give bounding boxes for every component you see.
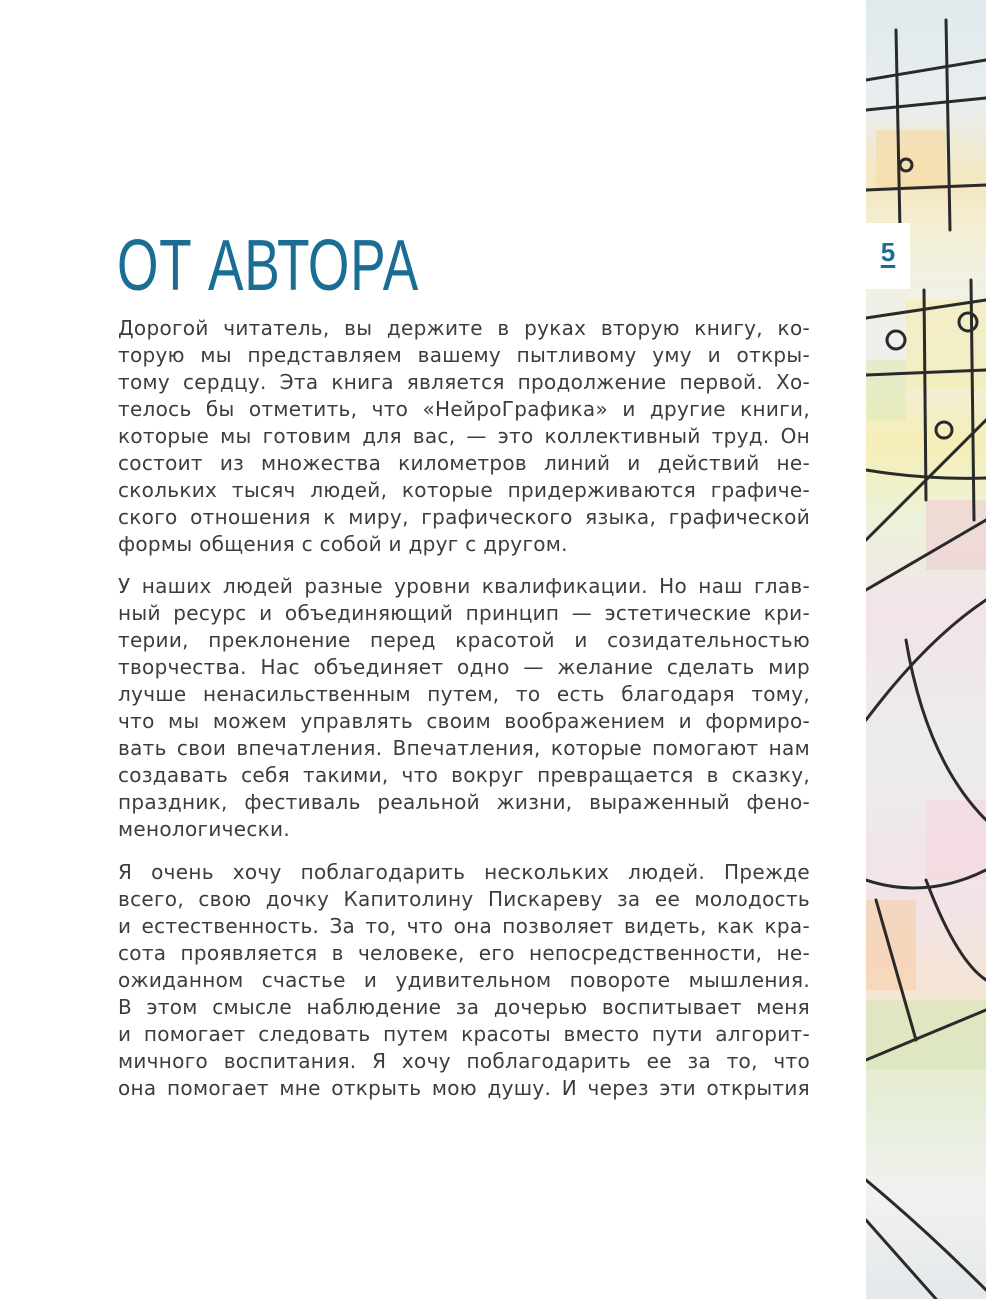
- text-line: терии, преклонение перед красотой и созидательностью: [118, 628, 810, 652]
- text-line: ный ресурс и объединяющий принцип — эстетические кри-: [118, 601, 810, 625]
- text-line: скольких тысяч людей, которые придерживаются графиче-: [118, 478, 810, 502]
- text-line: менологически.: [118, 817, 290, 841]
- text-line: Я очень хочу поблагодарить нескольких людей. Прежде: [118, 860, 810, 884]
- text-line: телось бы отметить, что «НейроГрафика» и другие книги,: [118, 397, 810, 421]
- paragraph-2: [118, 573, 810, 843]
- page-title: ОТ АВТОРА: [117, 226, 420, 306]
- text-line: создавать себя такими, что вокруг превращается в сказку,: [118, 763, 810, 787]
- text-line: тому сердцу. Эта книга является продолжение первой. Хо-: [118, 370, 810, 394]
- text-line: всего, свою дочку Капитолину Пискареву за ее молодость: [118, 887, 810, 911]
- text-line: торую мы представляем вашему пытливому уму и откры-: [118, 343, 810, 367]
- paragraph-3: [118, 859, 810, 1102]
- text-line: лучше ненасильственным путем, то есть благодаря тому,: [118, 682, 810, 706]
- text-line: Дорогой читатель, вы держите в руках вторую книгу, ко-: [118, 316, 810, 340]
- text-line: сота проявляется в человеке, его непосредственности, не-: [118, 941, 810, 965]
- text-line: У наших людей разные уровни квалификации. Но наш глав-: [118, 574, 810, 598]
- neurographic-artwork-strip: [866, 0, 986, 1299]
- text-line: праздник, фестиваль реальной жизни, выраженный фено-: [118, 790, 810, 814]
- text-line: В этом смысле наблюдение за дочерью воспитывает меня: [118, 995, 810, 1019]
- text-line: формы общения с собой и друг с другом.: [118, 532, 568, 556]
- text-line: она помогает мне открыть мою душу. И через эти открытия: [118, 1076, 810, 1100]
- text-line: ского отношения к миру, графического языка, графической: [118, 505, 810, 529]
- text-line: и помогает следовать путем красоты вместо пути алгорит-: [118, 1022, 810, 1046]
- paragraph-1: [118, 315, 810, 558]
- text-line: которые мы готовим для вас, — это коллективный труд. Он: [118, 424, 810, 448]
- text-line: вать свои впечатления. Впечатления, которые помогают нам: [118, 736, 810, 760]
- page-number: 5: [880, 237, 896, 267]
- text-line: состоит из множества километров линий и действий не-: [118, 451, 810, 475]
- text-line: что мы можем управлять своим воображением и формиро-: [118, 709, 810, 733]
- page-number-box: [866, 223, 910, 289]
- text-line: и естественность. За то, что она позволяет видеть, как кра-: [118, 914, 810, 938]
- text-line: мичного воспитания. Я хочу поблагодарить ее за то, что: [118, 1049, 810, 1073]
- text-line: ожиданном счастье и удивительном повороте мышления.: [118, 968, 810, 992]
- artwork-illustration: [866, 0, 986, 1299]
- text-line: творчества. Нас объединяет одно — желание сделать мир: [118, 655, 810, 679]
